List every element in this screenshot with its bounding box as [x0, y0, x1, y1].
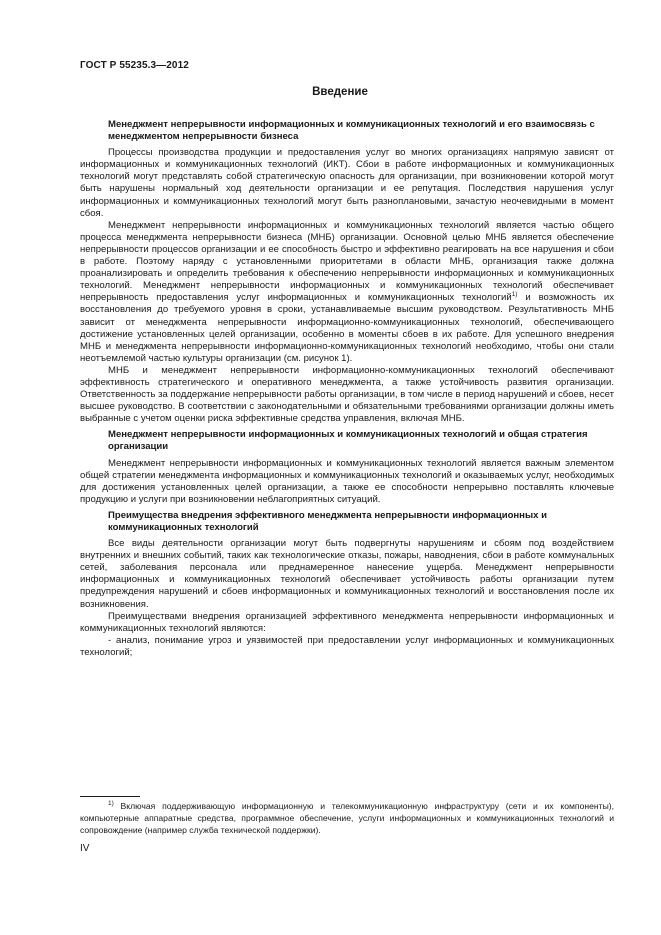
footnote-marker: 1) — [108, 800, 114, 807]
footnote-divider — [80, 796, 140, 797]
paragraph: Менеджмент непрерывности информационных и коммуникационных технологий является важным элементом общей стратегии менеджмента информационных и коммуникационных технологий и оказываемых услуг, необходимых для достижения установленных целей организации, а также ее способности непрерывно поставлять ключевые продукцию и услуги при возникновении неблагоприятных ситуаций. — [80, 457, 614, 505]
paragraph: Все виды деятельности организации могут быть подвергнуты нарушениям и сбоям под воздействием внутренних и внешних событий, таких как технологические отказы, пожары, наводнения, сбои в работе коммунальных сетей, заболевания персонала или преднамеренное нанесение ущерба. Менеджмент непрерывности информационных и коммуникационных технологий обеспечивает устойчивость работы организации путем предупреждения нарушений и сбоев информационных и коммуникационных технологий и восстановления после их возникновения. — [80, 538, 614, 610]
document-header: ГОСТ Р 55235.3—2012 — [80, 60, 189, 71]
paragraph: МНБ и менеджмент непрерывности информационно-коммуникационных технологий обеспечивают эффективность стратегического и оперативного менеджмента, а также устойчивость развития организации. Ответственность за поддержание непрерывности работы организации, в том числе в период нарушений и сбоев, несет высшее руководство. В соответствии с законодательными и обязательными требованиями организации должны иметь выбранные с учетом оценки риска эффективные средства управления, включая МНБ. — [80, 364, 614, 425]
paragraph: Процессы производства продукции и предоставления услуг во многих организациях напрямую зависят от информационных и коммуникационных технологий (ИКТ). Сбои в работе информационных и коммуникационных технологий могут представлять собой стратегическую опасность для организации, при возникновении которой могут быть нарушены нормальный ход деятельности организации и ее репутация. Последствия нарушения услуг информационных и коммуникационных технологий могут быть разноплановыми, зачастую неочевидными в момент сбоя. — [80, 147, 614, 219]
paragraph-text: и возможность их восстановления до требуемого уровня в сроки, устанавливаемые высшим руководством. Результативность МНБ зависит от менеджмента непрерывности информационно-коммуникационных технологий, обеспечивающего достижение установленных целей организации, особенно в моменты сбоев в их работе. Для успешного внедрения МНБ и менеджмента непрерывности информационно-коммуникационных технологий необходимо, чтобы они стали неотъемлемой частью культуры организации (см. рисунок 1). — [80, 292, 614, 364]
paragraph — [80, 220, 614, 365]
section-title: Введение — [312, 86, 368, 98]
subsection-heading: Менеджмент непрерывности информационных и коммуникационных технологий и общая стратегия организации — [108, 429, 588, 453]
subsection-heading: Менеджмент непрерывности информационных и коммуникационных технологий и его взаимосвязь с менеджментом непрерывности бизнеса — [108, 119, 595, 143]
footnote — [80, 800, 614, 837]
footnote-text: Включая поддерживающую информационную и телекоммуникационную инфраструктуру (сети и их компоненты), компьютерные аппаратные средства, программное обеспечение, услуги информационных и коммуникационных технологий и сопровождение (например служба технической поддержки). — [80, 801, 614, 836]
list-item: - анализ, понимание угроз и уязвимостей при предоставлении услуг информационных и коммуникационных технологий; — [80, 634, 614, 658]
paragraph-text: Менеджмент непрерывности информационных и коммуникационных технологий является частью общего процесса менеджмента непрерывности бизнеса (МНБ) организации. Основной целью МНБ является обеспечение непрерывности процессов организации и ее способность быстро и эффективно реагировать на все нарушения и сбои в работе. Поэтому наряду с установленными приоритетами в области МНБ, организация также должна проанализировать и определить требования к обеспечению непрерывности информационных и коммуникационных технологий. Менеджмент непрерывности информационных и коммуникационных технологий обеспечивает непрерывность предоставления услуг информационных и коммуникационных технологий — [80, 219, 614, 304]
document-body — [80, 119, 614, 659]
paragraph: Преимуществами внедрения организацией эффективного менеджмента непрерывности информационных и коммуникационных технологий являются: — [80, 610, 614, 634]
page-number: IV — [80, 843, 90, 854]
footnote-reference: 1) — [511, 291, 518, 299]
subsection-heading: Преимущества внедрения эффективного менеджмента непрерывности информационных и коммуникационных технологий — [108, 509, 547, 533]
